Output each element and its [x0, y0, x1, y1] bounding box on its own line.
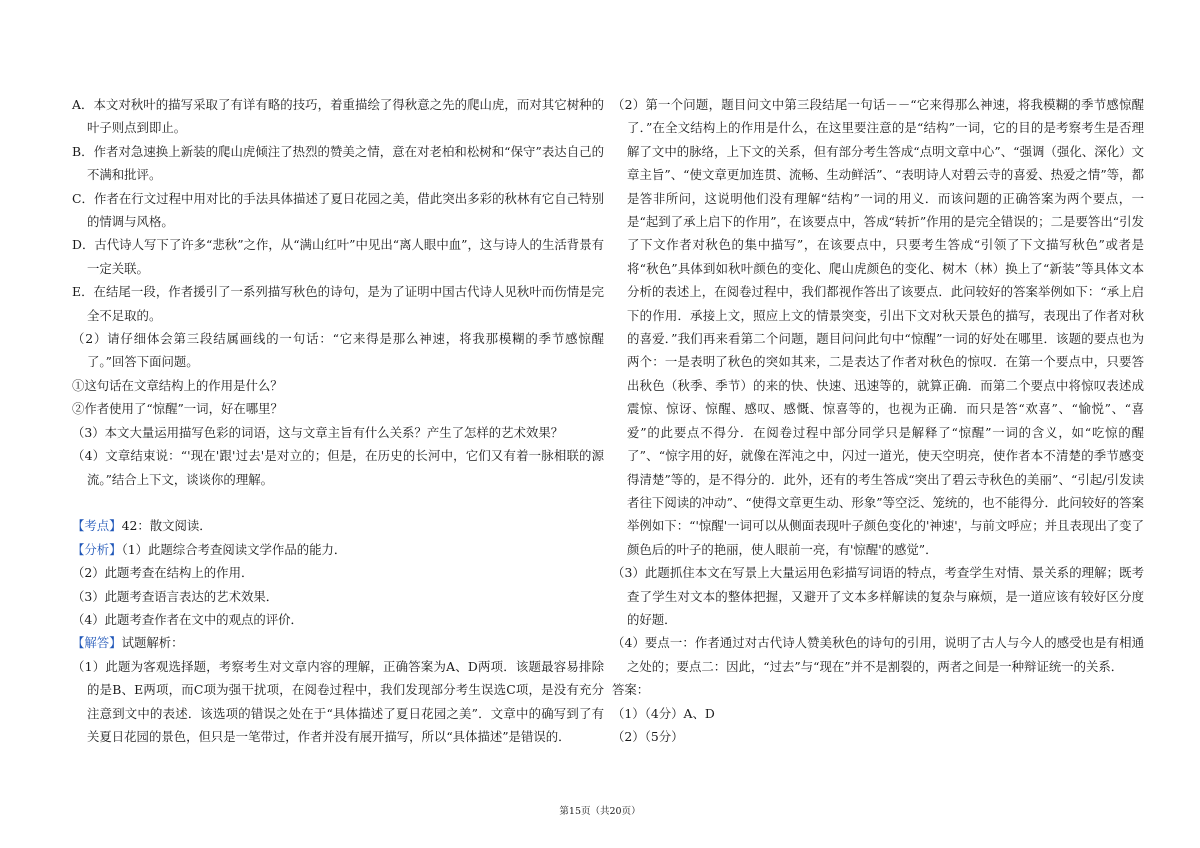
jieda-text: 试题解析： — [121, 635, 184, 651]
question-2-sub-2: ②作者使用了“惊醒”一词，好在哪里？ — [72, 401, 283, 417]
fenxi-item-2: （2）此题考查在结构上的作用． — [72, 565, 254, 581]
option-b: B．作者对急速换上新装的爬山虎倾注了热烈的赞美之情，意在对老柏和松树和“保守”表达自己的不满和批评。 — [72, 143, 604, 183]
left-column — [72, 93, 604, 748]
jieda-answer-2: （2）第一个问题，题目问文中第三段结尾一句话－－“它来得那么神速，将我模糊的季节感惊醒了．”在全文结构上的作用是什么，在这里要注意的是“结构”一词，它的目的是考察考生是否理解了文中的脉络，上下文的关系，但有部分考生答成“点明文章中心”、“强调（强化、深化）文章主旨”、“使文章更加连贯、流畅、生动鲜活”、“表明诗人对碧云寺的喜爱、热爱之情”等，都是答非所问，这说明他们没有理解“结构”一词的用义．而该问题的正确答案为两个要点，一是“起到了承上启下的作用”，在该要点中，答成“转折”作用的是完全错误的；二是要答出“引发了下文作者对秋色的集中描写”，在该要点中，只要考生答成“引领了下文描写秋色”或者是将“秋色”具体到如秋叶颜色的变化、爬山虎颜色的变化、树木（林）换上了“新装”等具体文本分析的表述上，在阅卷过程中，我们都视作答出了该要点．此问较好的答案举例如下：“承上启下的作用．承接上文，照应上文的情景突变，引出下文对秋天景色的描写，表现出了作者对秋的喜爱．”我们再来看第二个问题，题目问问此句中“惊醒”一词的好处在哪里．该题的要点也为两个：一是表明了秋色的突如其来，二是表达了作者对秋色的惊叹．在第一个要点中，只要答出秋色（秋季、季节）的来的快、快速、迅速等的，就算正确．而第二个要点中将惊叹表述成震惊、惊讶、惊醒、感叹、感慨、惊喜等的，也视为正确．而只是答“欢喜”、“愉悦”、“喜爱”的此要点不得分．在阅卷过程中部分同学只是解释了“惊醒”一词的含义，如“吃惊的醒了”、“惊字用的好，就像在浑沌之中，闪过一道光，使天空明亮，使作者本不清楚的季节感变得清楚”等的，是不得分的．此外，还有的考生答成“突出了碧云寺秋色的美丽”、“引起/引发读者往下阅读的冲动”、“使得文章更生动、形象”等空泛、笼统的，也不能得分．此问较好的答案举例如下：“'惊醒'一词可以从侧面表现叶子颜色变化的'神速'，与前文呼应；并且表现出了变了颜色后的叶子的艳丽，使人眼前一亮，有'惊醒'的感觉”． — [612, 97, 1144, 557]
option-c: C．作者在行文过程中用对比的手法具体描述了夏日花园之美，借此突出多彩的秋林有它自己特别的情调与风格。 — [72, 190, 604, 230]
kaodian-text: 42：散文阅读． — [121, 518, 212, 534]
page-footer: 第15页（共20页） — [559, 806, 641, 817]
kaodian-line — [72, 514, 604, 537]
answer-label: 答案： — [612, 682, 650, 698]
right-column — [612, 93, 1144, 748]
question-2: （2）请仔细体会第三段结属画线的一句话：“它来得是那么神速，将我那模糊的季节感惊醒了。”回答下面问题。 — [72, 331, 604, 370]
question-4: （4）文章结束说：“'现在'跟'过去'是对立的；但是，在历史的长河中，它们又有着一脉相联的源流。”结合上下文，谈谈你的理解。 — [72, 448, 604, 487]
fenxi-item-4: （4）此题考查作者在文中的观点的评价． — [72, 611, 303, 627]
option-a: A．本文对秋叶的描写采取了有详有略的技巧，着重描绘了得秋意之先的爬山虎，而对其它树种的叶子则点到即止。 — [72, 97, 604, 136]
question-3: （3）本文大量运用描写色彩的词语，这与文章主旨有什么关系？产生了怎样的艺术效果？ — [72, 424, 564, 440]
answer-2: （2）（5分） — [612, 728, 684, 744]
option-d: D．古代诗人写下了许多“悲秋”之作，从“满山红叶”中见出“离人眼中血”，这与诗人的生活背景有一定关联。 — [72, 237, 604, 276]
kaodian-tag: 【考点】 — [72, 518, 122, 534]
jieda-answer-1: （1）此题为客观选择题，考察考生对文章内容的理解，正确答案为A、D两项．该题最容易排除的是B、E两项，而C项为强干扰项，在阅卷过程中，我们发现部分考生误选C项，是没有充分注意到文中的表述．该选项的错误之处在于“具体描述了夏日花园之美”．文章中的确写到了有关夏日花园的景色，但只是一笔带过，作者并没有展开描写，所以“具体描述”是错误的． — [72, 658, 604, 744]
answer-1: （1）（4分）A、D — [612, 705, 715, 721]
jieda-tag: 【解答】 — [72, 635, 122, 651]
fenxi-tag: 【分析】 — [72, 541, 122, 557]
question-2-sub-1: ①这句话在文章结构上的作用是什么？ — [72, 377, 283, 393]
fenxi-text: （1）此题综合考查阅读文学作品的能力． — [121, 541, 347, 557]
jieda-answer-4: （4）要点一：作者通过对古代诗人赞美秋色的诗句的引用，说明了古人与今人的感受也是有相通之处的；要点二：因此，“过去”与“现在”并不是割裂的，两者之间是一种辩证统一的关系． — [612, 635, 1144, 674]
fenxi-line — [72, 538, 604, 561]
fenxi-item-3: （3）此题考查语言表达的艺术效果． — [72, 588, 279, 604]
option-e: E．在结尾一段，作者援引了一系列描写秋色的诗句，是为了证明中国古代诗人见秋叶而伤情是完全不足取的。 — [72, 284, 604, 323]
jieda-line — [72, 631, 604, 654]
jieda-answer-3: （3）此题抓住本文在写景上大量运用色彩描写词语的特点，考查学生对情、景关系的理解；既考查了学生对文本的整体把握，又避开了文本多样解读的复杂与麻烦，是一道应该有较好区分度的好题． — [612, 565, 1144, 627]
